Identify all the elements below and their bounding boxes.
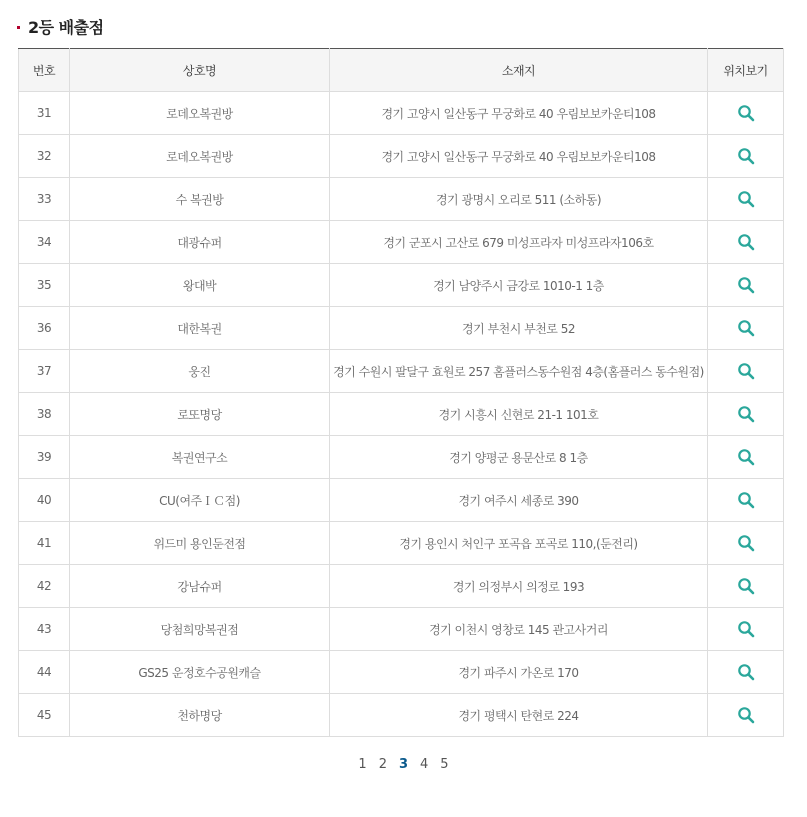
section-header [17,14,104,38]
page-link-5[interactable]: 5 [440,757,449,772]
row-store-name: 대한복권 [70,307,330,350]
row-location-cell [708,350,784,393]
row-location-cell [708,522,784,565]
row-address: 경기 광명시 오리로 511 (소하동) [330,178,708,221]
row-number: 42 [19,565,70,608]
search-icon [737,577,755,595]
view-location-button[interactable] [734,660,758,684]
table-row [19,135,784,178]
row-store-name: GS25 운정호수공원캐슬 [70,651,330,694]
search-icon [737,534,755,552]
row-store-name: 대광슈퍼 [70,221,330,264]
table-row [19,393,784,436]
table-row [19,608,784,651]
view-location-button[interactable] [734,402,758,426]
view-location-button[interactable] [734,187,758,211]
row-number: 45 [19,694,70,737]
table-row [19,479,784,522]
table-row [19,436,784,479]
row-store-name: 로또명당 [70,393,330,436]
row-address: 경기 이천시 영창로 145 관고사거리 [330,608,708,651]
table-row [19,221,784,264]
row-address: 경기 시흥시 신현로 21-1 101호 [330,393,708,436]
row-address: 경기 의정부시 의정로 193 [330,565,708,608]
row-number: 35 [19,264,70,307]
view-location-button[interactable] [734,359,758,383]
row-location-cell [708,221,784,264]
table-row [19,178,784,221]
header-location: 위치보기 [708,49,784,92]
table-row [19,651,784,694]
row-address: 경기 고양시 일산동구 무궁화로 40 우림보보카운티108 [330,92,708,135]
view-location-button[interactable] [734,703,758,727]
row-store-name: 왕대박 [70,264,330,307]
table-row [19,350,784,393]
title-bullet [17,26,20,29]
row-address: 경기 부천시 부천로 52 [330,307,708,350]
row-location-cell [708,651,784,694]
row-address: 경기 수원시 팔달구 효원로 257 홈플러스동수원점 4층(홈플러스 동수원점) [330,350,708,393]
table-row [19,92,784,135]
row-address: 경기 파주시 가온로 170 [330,651,708,694]
row-store-name: 당첨희망복권점 [70,608,330,651]
view-location-button[interactable] [734,574,758,598]
table-row [19,565,784,608]
view-location-button[interactable] [734,273,758,297]
store-table [18,48,784,737]
page-link-3[interactable]: 3 [398,757,409,772]
row-number: 34 [19,221,70,264]
row-location-cell [708,608,784,651]
row-location-cell [708,436,784,479]
row-location-cell [708,264,784,307]
row-location-cell [708,92,784,135]
row-store-name: 로데오복권방 [70,135,330,178]
page-link-1[interactable]: 1 [358,757,367,772]
search-icon [737,104,755,122]
search-icon [737,147,755,165]
search-icon [737,448,755,466]
row-number: 40 [19,479,70,522]
view-location-button[interactable] [734,531,758,555]
view-location-button[interactable] [734,230,758,254]
header-store-name: 상호명 [70,49,330,92]
section-title: 2등 배출점 [28,17,104,37]
search-icon [737,276,755,294]
row-store-name: 로데오복권방 [70,92,330,135]
row-location-cell [708,307,784,350]
table-row [19,307,784,350]
row-address: 경기 여주시 세종로 390 [330,479,708,522]
page-link-2[interactable]: 2 [378,757,387,772]
search-icon [737,190,755,208]
search-icon [737,491,755,509]
row-location-cell [708,393,784,436]
row-number: 43 [19,608,70,651]
view-location-button[interactable] [734,445,758,469]
row-number: 36 [19,307,70,350]
row-store-name: 강남슈퍼 [70,565,330,608]
table-row [19,522,784,565]
page-link-4[interactable]: 4 [420,757,429,772]
search-icon [737,663,755,681]
row-number: 44 [19,651,70,694]
table-row [19,264,784,307]
row-store-name: 위드미 용인둔전점 [70,522,330,565]
table-row [19,694,784,737]
row-store-name: CU(여주ＩＣ점) [70,479,330,522]
pagination [0,757,807,772]
row-location-cell [708,135,784,178]
row-address: 경기 양평군 용문산로 8 1층 [330,436,708,479]
row-location-cell [708,565,784,608]
row-number: 37 [19,350,70,393]
row-number: 39 [19,436,70,479]
view-location-button[interactable] [734,144,758,168]
row-address: 경기 용인시 처인구 포곡읍 포곡로 110,(둔전리) [330,522,708,565]
row-address: 경기 고양시 일산동구 무궁화로 40 우림보보카운티108 [330,135,708,178]
search-icon [737,362,755,380]
row-number: 31 [19,92,70,135]
header-address: 소재지 [330,49,708,92]
row-number: 32 [19,135,70,178]
row-address: 경기 남양주시 금강로 1010-1 1층 [330,264,708,307]
row-address: 경기 평택시 탄현로 224 [330,694,708,737]
search-icon [737,620,755,638]
row-number: 33 [19,178,70,221]
row-store-name: 웅진 [70,350,330,393]
view-location-button[interactable] [734,101,758,125]
row-location-cell [708,479,784,522]
row-store-name: 복권연구소 [70,436,330,479]
row-store-name: 수 복권방 [70,178,330,221]
search-icon [737,405,755,423]
row-number: 41 [19,522,70,565]
row-store-name: 천하명당 [70,694,330,737]
row-address: 경기 군포시 고산로 679 미성프라자 미성프라자106호 [330,221,708,264]
header-number: 번호 [19,49,70,92]
search-icon [737,233,755,251]
search-icon [737,319,755,337]
row-number: 38 [19,393,70,436]
row-location-cell [708,178,784,221]
view-location-button[interactable] [734,316,758,340]
search-icon [737,706,755,724]
row-location-cell [708,694,784,737]
table-header-row [19,49,784,92]
view-location-button[interactable] [734,488,758,512]
view-location-button[interactable] [734,617,758,641]
